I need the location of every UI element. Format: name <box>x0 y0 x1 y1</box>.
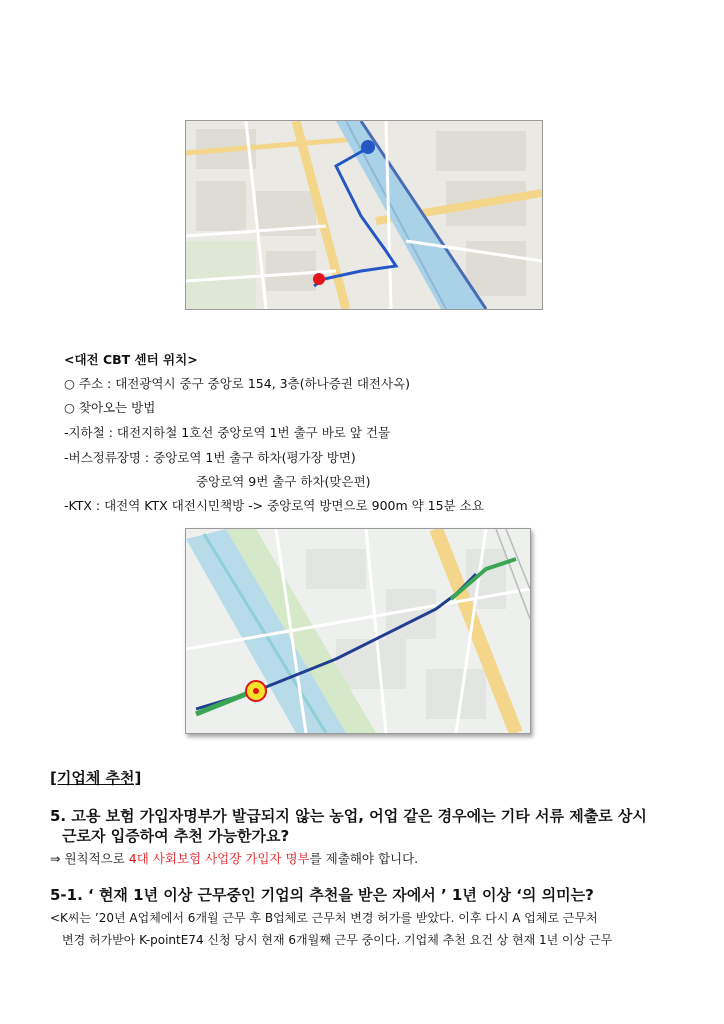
answer-5-prefix: ⇒ 원칙적으로 <box>50 851 129 866</box>
location-map-top-graphic <box>186 121 542 309</box>
directions-heading: ○ 찾아오는 방법 <box>64 400 156 415</box>
location-caption: <대전 CBT 센터 위치> <box>64 352 198 367</box>
bus-directions-2: 중앙로역 9번 출구 하차(맞은편) <box>196 474 371 489</box>
location-map-top <box>185 120 543 310</box>
section-title: [기업체 추천] <box>50 769 142 787</box>
case-text-line-1: <K씨는 ’20년 A업체에서 6개월 근무 후 B업체로 근무처 변경 허가를 받았다. 이후 다시 A 업체로 근무처 <box>50 911 598 925</box>
answer-5-suffix: 를 제출해야 합니다. <box>309 851 419 866</box>
ktx-directions: -KTX : 대전역 KTX 대전시민책방 -> 중앙로역 방면으로 900m 약 15분 소요 <box>64 498 484 513</box>
question-5-line-1: 5. 고용 보험 가입자명부가 발급되지 않는 농업, 어업 같은 경우에는 기타 서류 제출로 상시 <box>50 807 647 825</box>
location-map-ktx-graphic <box>186 529 530 733</box>
question-5-1: 5-1. ‘ 현재 1년 이상 근무중인 기업의 추천을 받은 자에서 ’ 1년 이상 ‘의 의미는? <box>50 886 594 904</box>
location-map-ktx-route <box>185 528 531 734</box>
subway-directions: -지하철 : 대전지하철 1호선 중앙로역 1번 출구 바로 앞 건물 <box>64 425 391 440</box>
address-line: ○ 주소 : 대전광역시 중구 중앙로 154, 3층(하나증권 대전사옥) <box>64 376 411 391</box>
answer-5-highlight: 4대 사회보험 사업장 가입자 명부 <box>128 851 310 866</box>
question-5-line-2: 근로자 입증하여 추천 가능한가요? <box>62 827 290 845</box>
case-text-line-2: 변경 허가받아 K-pointE74 신청 당시 현재 6개월째 근무 중이다. 기업체 추천 요건 상 현재 1년 이상 근무 <box>62 933 613 947</box>
bus-directions-1: -버스정류장명 : 중앙로역 1번 출구 하차(평가장 방면) <box>64 450 356 465</box>
answer-5 <box>50 851 418 867</box>
